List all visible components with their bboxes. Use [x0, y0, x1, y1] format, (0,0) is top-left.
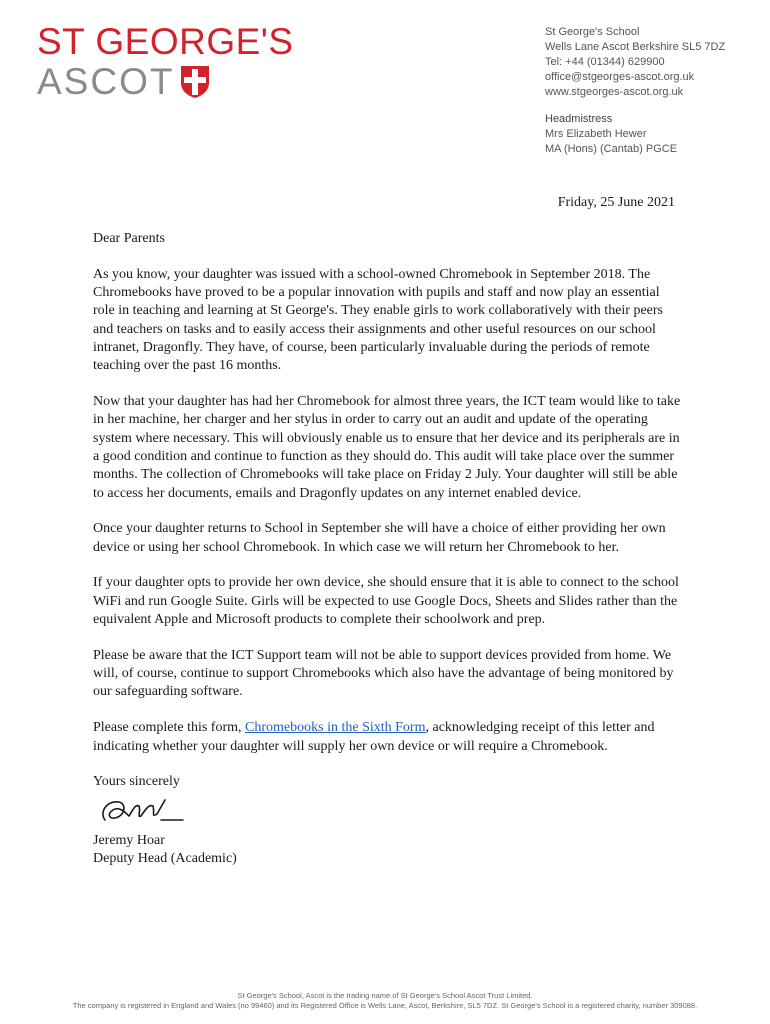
school-email: office@stgeorges-ascot.org.uk — [545, 71, 695, 83]
school-logo — [37, 22, 294, 102]
logo-text-line2-wrap — [37, 62, 294, 102]
logo-text-line1: ST GEORGE'S — [37, 21, 294, 62]
school-name: St George's School — [545, 26, 640, 38]
footer-line-1: St George's School, Ascot is the trading name of St George's School Ascot Trust Limited. — [237, 991, 533, 1000]
paragraph-6-end: , acknowledging receipt of this letter and indicating whether your daughter will supply her own device or will require a Chromebook. — [93, 720, 655, 754]
letter-footer — [0, 991, 770, 1011]
paragraph-4: If your daughter opts to provide her own device, she should ensure that it is able to connect to the school WiFi and run Google Suite. Girls will be expected to use Google Docs, Sheets and Slides rather than the equivalent Apple and Microsoft products to complete their schoolwork and prep. — [93, 575, 679, 628]
signer-name: Jeremy Hoar — [93, 832, 165, 848]
footer-line-2: The company is registered in England and Wales (no 99460) and its Registered Office is Wells Lane, Ascot, Berkshire, SL5 7DZ. St George's School is a registered charity, number 309088. — [72, 1001, 698, 1010]
letter-body — [93, 230, 683, 868]
school-telephone: Tel: +44 (01344) 629900 — [545, 56, 665, 68]
signer-title: Deputy Head (Academic) — [93, 850, 237, 866]
paragraph-3: Once your daughter returns to School in September she will have a choice of either providing her own device or using her school Chromebook. In which case we will return her Chromebook to her. — [93, 521, 666, 555]
school-address: Wells Lane Ascot Berkshire SL5 7DZ — [545, 41, 726, 53]
chromebooks-form-link[interactable]: Chromebooks in the Sixth Form — [245, 720, 426, 736]
shield-cross-icon — [180, 65, 210, 99]
headmistress-qualifications: MA (Hons) (Cantab) PGCE — [545, 143, 678, 155]
closing: Yours sincerely — [93, 774, 180, 790]
paragraph-6 — [93, 719, 683, 756]
paragraph-1: As you know, your daughter was issued with a school-owned Chromebook in September 2018. The Chromebooks have proved to be a popular innovation with pupils and staff and now play an essential role in teaching and learning at St George's. They enable girls to work collaboratively with their peers and teachers on tasks and to easily access their assignments and other useful resources on our school intranet, Dragonfly. They have, of course, been particularly invaluable during the periods of remote teaching over the past 16 months. — [93, 266, 664, 374]
salutation: Dear Parents — [93, 231, 165, 246]
paragraph-2: Now that your daughter has had her Chromebook for almost three years, the ICT team would like to take in her machine, her charger and her stylus in order to carry out an audit and update of the operating system where necessary. This will obviously enable us to ensure that her device and its peripherals are in a good condition and continue to function as they should do. This audit will take place over the summer months. The collection of Chromebooks will take place on Friday 2 July. Your daughter will still be able to access her documents, emails and Dragonfly updates on any internet enabled device. — [93, 394, 681, 501]
contact-spacer — [545, 100, 725, 112]
handwritten-signature-icon — [95, 790, 185, 830]
letter-date: Friday, 25 June 2021 — [557, 195, 675, 210]
paragraph-5: Please be aware that the ICT Support team will not be able to support devices provided from home. We will, of course, continue to support Chromebooks which also have the advantage of being monitored by our safeguarding software. — [93, 647, 674, 700]
school-website: www.stgeorges-ascot.org.uk — [545, 86, 684, 98]
school-contact-block — [545, 25, 725, 157]
headmistress-title: Headmistress — [545, 113, 613, 125]
paragraph-6-start: Please complete this form, — [93, 720, 246, 736]
headmistress-name: Mrs Elizabeth Hewer — [545, 128, 647, 140]
logo-text-line2: ASCOT — [37, 61, 175, 102]
